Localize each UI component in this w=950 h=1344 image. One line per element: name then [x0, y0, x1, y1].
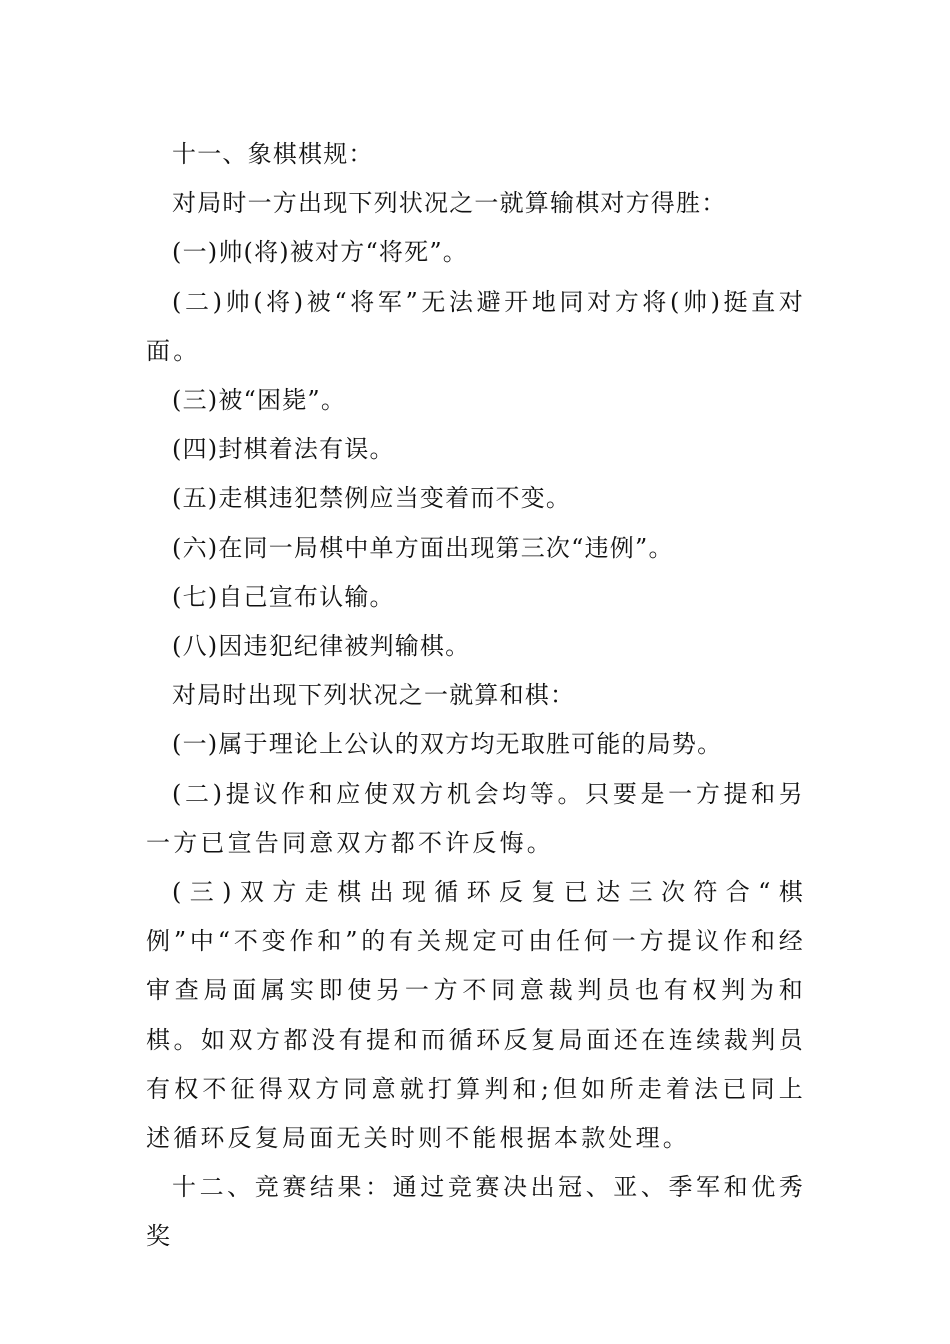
loss-condition-7: (七)自己宣布认输。 [172, 582, 395, 611]
loss-condition-2: (二)帅(将)被“将军”无法避开地同对方将(帅)挺直对面。 [146, 287, 806, 365]
loss-condition-1: (一)帅(将)被对方“将死”。 [172, 238, 468, 267]
loss-condition-3: (三)被“困毙”。 [172, 386, 347, 415]
document-body [146, 130, 806, 1262]
section-heading-competition-results: 十二、竞赛结果：通过竞赛决出冠、亚、季军和优秀奖 [146, 1173, 806, 1251]
loss-condition-6: (六)在同一局棋中单方面出现第三次“违例”。 [172, 533, 674, 562]
loss-conditions-intro: 对局时一方出现下列状况之一就算输棋对方得胜： [172, 189, 727, 218]
draw-condition-3: (三)双方走棋出现循环反复已达三次符合“棋例”中“不变作和”的有关规定可由任何一方提议作和经审查局面属实即使另一方不同意裁判员也有权判为和棋。如双方都没有提和而循环反复局面还在连续裁判员有权不征得双方同意就打算判和;但如所走着法已同上述循环反复局面无关时则不能根据本款处理。 [146, 878, 806, 1153]
loss-condition-8: (八)因违犯纪律被判输棋。 [172, 632, 471, 661]
draw-condition-1: (一)属于理论上公认的双方均无取胜可能的局势。 [172, 730, 723, 759]
draw-condition-2: (二)提议作和应使双方机会均等。只要是一方提和另一方已宣告同意双方都不许反悔。 [146, 779, 806, 857]
loss-condition-5: (五)走棋违犯禁例应当变着而不变。 [172, 484, 572, 513]
draw-conditions-intro: 对局时出现下列状况之一就算和棋： [172, 681, 576, 710]
section-heading-chess-rules: 十一、象棋棋规： [172, 140, 374, 168]
loss-condition-4: (四)封棋着法有误。 [172, 435, 395, 464]
